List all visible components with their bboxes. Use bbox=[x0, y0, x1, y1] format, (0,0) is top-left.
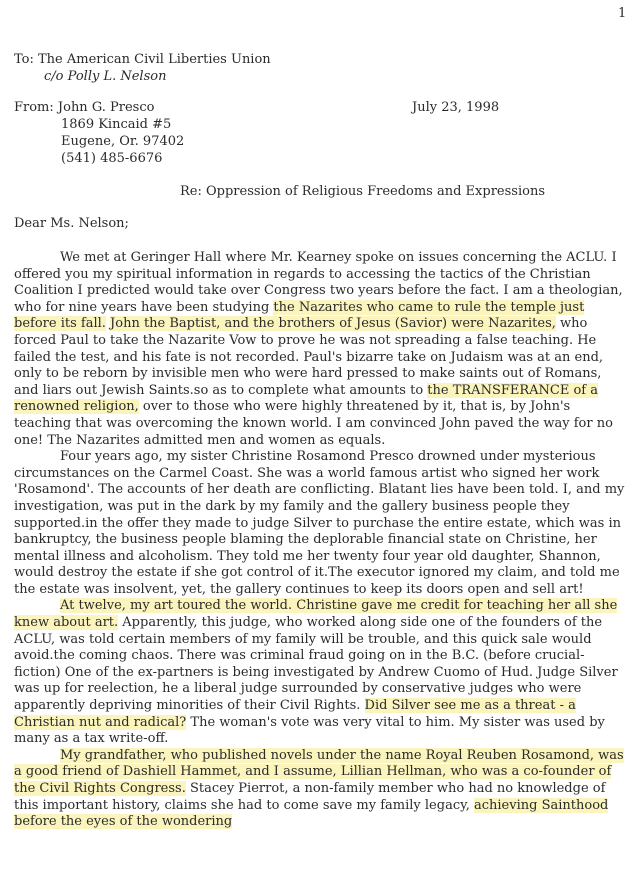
paragraph-text: Four years ago, my sister Christine Rosamond Presco drowned under mysterious circumstances on the Carmel Coast. She was a world famous artist who signed her work 'Rosamond'. The accounts of her death are conflicting. Blatant lies have been told. I, and my investigation, was put in the dark by my family and the gallery business people they supported.in the offer they made to judge Silver to purchase the entire estate, which was in bankruptcy, the business people blaming the deplorable financial state on Christine, her mental illness and alcoholism. They told me her twenty four year old daughter, Shannon, would destroy the estate if she got control of it.The executor ignored my claim, and told me the estate was insolvent, yet, the gallery continues to keep its doors open and sell art! bbox=[14, 449, 625, 597]
body-paragraph bbox=[14, 449, 626, 598]
paragraph-text: We met at Geringer Hall where Mr. Kearney spoke on issues concerning the ACLU. I offered you my spiritual information in regards to accessing the tactics of the Christian Coalition I predicted would take over Congress two years before the fact. I am a theologian, who for nine years have been studying bbox=[14, 250, 623, 315]
recipient-line: To: The American Civil Liberties Union bbox=[14, 52, 271, 67]
highlighted-text: the TRANSFERANCE of a renowned religion, bbox=[14, 382, 598, 415]
paragraph-text: over to those who were highly threatened by it, that is, by John's teaching that was overcoming the known world. I am convinced John paved the way for no one! The Nazarites admitted men and women as equals. bbox=[14, 399, 613, 448]
body-paragraph bbox=[14, 250, 626, 449]
paragraph-text: The woman's vote was very vital to him. My sister was used by many as a tax write-off. bbox=[14, 714, 605, 747]
paragraph-text: who forced Paul to take the Nazarite Vow to prove he was not spreading a false teaching. He failed the test, and his fate is not recorded. Paul's bizarre take on Judaism was at an end, only to be reborn by invisible men who were hard pressed to make saints out of Romans, and liars out Jewish Saints.so as to complete what amounts to bbox=[14, 316, 604, 398]
letter-body bbox=[14, 250, 626, 831]
highlighted-text: the Nazarites who came to rule the temple just before its fall. bbox=[14, 299, 585, 332]
page-number: 1 bbox=[618, 6, 627, 21]
salutation: Dear Ms. Nelson; bbox=[14, 216, 129, 231]
body-paragraph bbox=[14, 598, 626, 747]
highlighted-text: Did Silver see me as a threat - a Christian nut and radical? bbox=[14, 698, 576, 730]
sender-phone: (541) 485-6676 bbox=[61, 151, 163, 166]
sender-street: 1869 Kincaid #5 bbox=[61, 117, 172, 132]
highlighted-text: achieving Sainthood before the eyes of the wondering bbox=[14, 797, 609, 830]
letter-date: July 23, 1998 bbox=[412, 100, 500, 115]
highlighted-text: John the Baptist, and the brothers of Jesus (Savior) were Nazarites, bbox=[110, 316, 556, 332]
sender-city: Eugene, Or. 97402 bbox=[61, 134, 185, 149]
highlighted-text: My grandfather, who published novels under the name Royal Reuben Rosamond, was a good friend of Dashiell Hammet, and I assume, Lillian Hellman, who was a co-founder of the Civil Rights Congress. bbox=[14, 747, 624, 796]
sender-line: From: John G. Presco bbox=[14, 100, 155, 115]
paragraph-text: Apparently, this judge, who worked along side one of the founders of the ACLU, was told certain members of my family will be trouble, and this quick sale would avoid.the coming chaos. There was criminal fraud going on in the B.C. (before crucial-fiction) One of the ex-partners is being investigated by Andrew Cuomo of Hud. Judge Silver was up for reelection, he a liberal judge surrounded by conservative judges who were apparently depriving minorities of their Civil Rights. bbox=[14, 615, 618, 714]
recipient-care-of: c/o Polly L. Nelson bbox=[44, 69, 167, 84]
highlighted-text: At twelve, my art toured the world. Christine gave me credit for teaching her all she knew about art. bbox=[14, 598, 618, 631]
paragraph-text: Stacey Pierrot, a non-family member who had no knowledge of this important history, claims she had to come save my family legacy, bbox=[14, 781, 606, 813]
subject-line: Re: Oppression of Religious Freedoms and Expressions bbox=[180, 184, 545, 199]
body-paragraph bbox=[14, 748, 626, 831]
